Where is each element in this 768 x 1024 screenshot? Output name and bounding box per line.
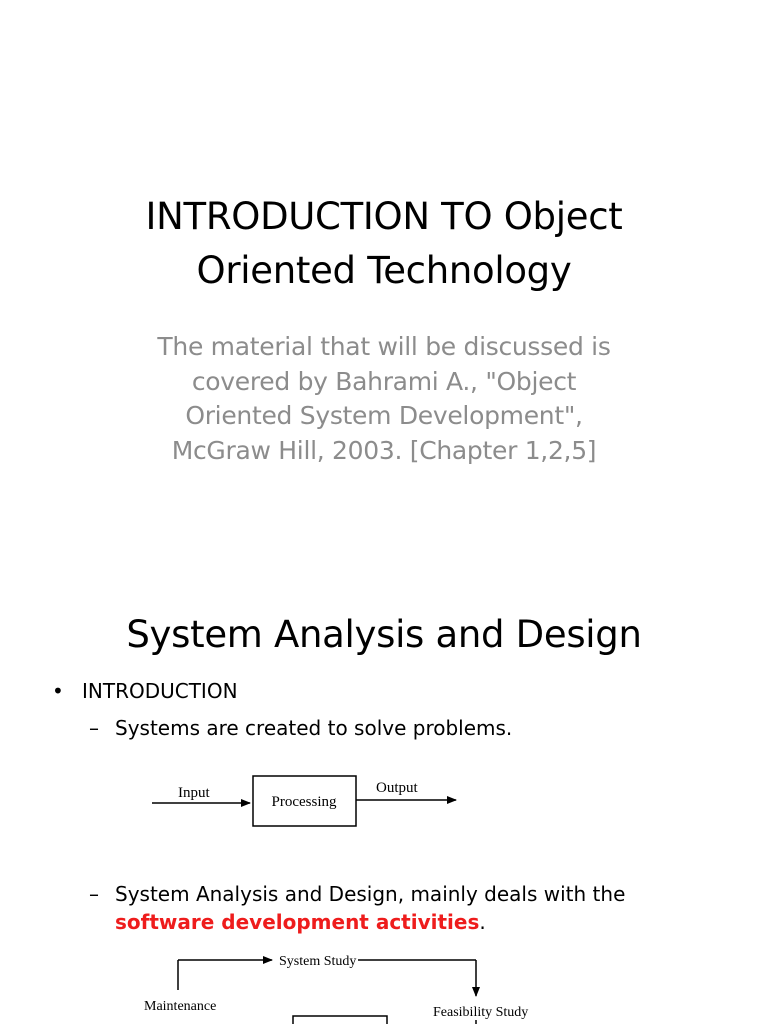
input-label: Input [178, 785, 210, 801]
subtitle-line-1: The material that will be discussed is [157, 332, 611, 361]
content-slide [0, 560, 768, 1024]
bullet-text: INTRODUCTION [82, 679, 238, 703]
processing-label: Processing [271, 794, 337, 810]
sub-bullet-item [89, 880, 625, 936]
center-stage-box [293, 1016, 387, 1024]
highlighted-phrase: software development activities [115, 910, 480, 934]
system-study-label: System Study [279, 954, 357, 969]
maintenance-label: Maintenance [144, 999, 217, 1014]
sub-bullet-text: Systems are created to solve problems. [115, 716, 513, 740]
subtitle-line-3: Oriented System Development", [185, 401, 583, 430]
bullet-marker: • [52, 679, 64, 703]
subtitle-line-4: McGraw Hill, 2003. [Chapter 1,2,5] [171, 435, 597, 465]
dash-marker: – [89, 882, 99, 906]
slide-title-line-1: INTRODUCTION TO Object [145, 195, 623, 238]
slide-title-line-2: Oriented Technology [196, 249, 572, 292]
sub-bullet-text: System Analysis and Design, mainly deals with the [115, 882, 626, 906]
slide-title: System Analysis and Design [126, 613, 642, 656]
feasibility-study-label: Feasibility Study [433, 1005, 529, 1020]
input-processing-output-diagram [0, 560, 768, 1024]
subtitle-line-2: covered by Bahrami A., "Object [191, 366, 577, 396]
development-cycle-diagram [144, 954, 528, 1024]
output-label: Output [376, 780, 418, 796]
dash-marker: – [89, 716, 99, 740]
slide-subtitle [0, 330, 768, 468]
slide-title [0, 190, 768, 298]
sentence-end: . [479, 910, 486, 934]
